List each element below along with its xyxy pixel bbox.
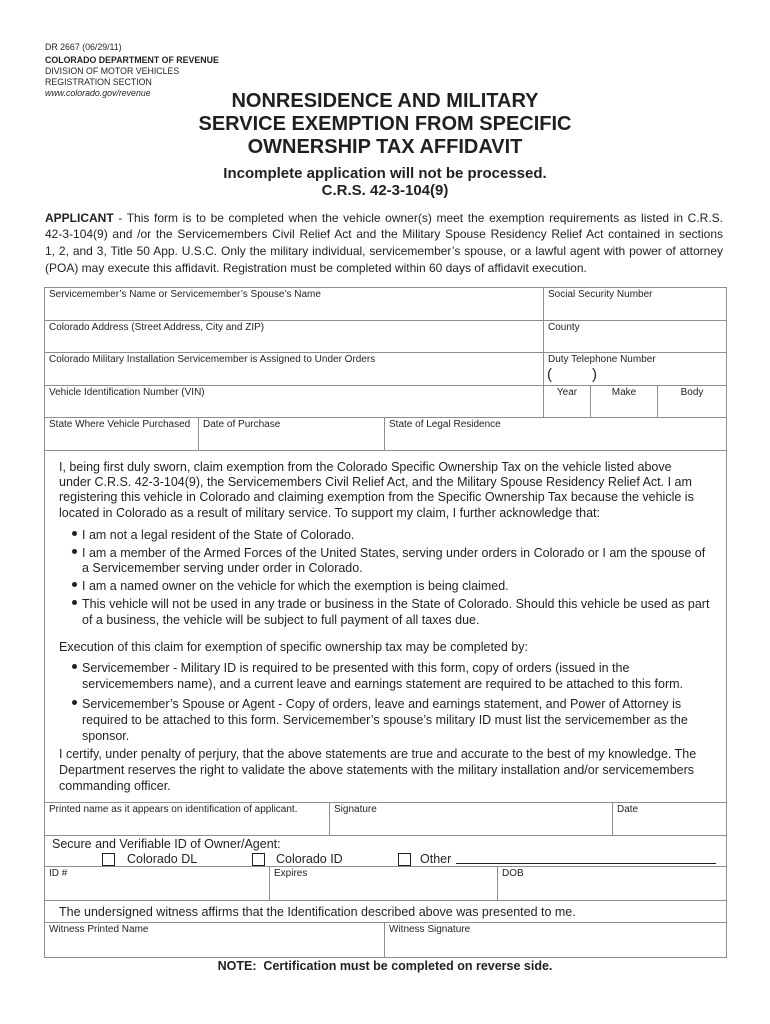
- applicant-line-3: 1, 2, and 3, Title 50 App. U.S.C. Only the military individual, servicemember’s spouse, or a lawful agent with power of attorney: [45, 244, 723, 258]
- purchase-date-field[interactable]: [198, 417, 385, 451]
- certification-line: Department reserves the right to validate the above statements with the military installation and/or servicemembers: [59, 763, 695, 777]
- state-purchased-field[interactable]: [44, 417, 199, 451]
- witness-signature-label: Witness Signature: [389, 924, 471, 935]
- witness-printed-name-label: Witness Printed Name: [49, 924, 149, 935]
- purchase-date-label: Date of Purchase: [203, 419, 281, 430]
- statement-intro-line: I, being first duly sworn, claim exemption from the Colorado Specific Ownership Tax on the vehicle listed above: [59, 460, 672, 474]
- title-line-3: OWNERSHIP TAX AFFIDAVIT: [247, 136, 523, 158]
- id-type-heading: Secure and Verifiable ID of Owner/Agent:: [52, 837, 281, 851]
- bullet-point: [72, 664, 77, 669]
- acknowledgement-item: I am a named owner on the vehicle for which the exemption is being claimed.: [82, 579, 509, 593]
- applicant-date-label: Date: [617, 804, 639, 815]
- bullet-point: [72, 600, 77, 605]
- applicant-signature-field[interactable]: [329, 802, 613, 836]
- ssn-label: Social Security Number: [548, 289, 653, 300]
- servicemember-name-field[interactable]: [44, 287, 544, 321]
- applicant-line-1-text: - This form is to be completed when the vehicle owner(s) meet the exemption requirements as listed in C.R.S.: [118, 211, 723, 225]
- acknowledgement-item: I am not a legal resident of the State of Colorado.: [82, 528, 355, 542]
- body-field[interactable]: [657, 385, 727, 418]
- bullet-point: [72, 531, 77, 536]
- applicant-printed-name-label: Printed name as it appears on identification of applicant.: [49, 804, 298, 815]
- colorado-id-label: Colorado ID: [276, 852, 343, 866]
- reverse-side-note: NOTE: Certification must be completed on reverse side.: [217, 959, 553, 973]
- colorado-address-field[interactable]: [44, 320, 544, 353]
- bullet-point: [72, 700, 77, 705]
- id-expires-field[interactable]: [269, 866, 498, 901]
- other-id-input[interactable]: [456, 863, 716, 864]
- colorado-dl-label: Colorado DL: [127, 852, 198, 866]
- county-field[interactable]: [543, 320, 727, 353]
- statement-intro-line: under C.R.S. 42-3-104(9), the Servicemembers Civil Relief Act, and the Military Spouse Residency Relief Act. I am: [59, 475, 692, 489]
- execution-option: Servicemember - Military ID is required to be presented with this form, copy of orders (issued in the: [82, 661, 630, 675]
- division-name: DIVISION OF MOTOR VEHICLES: [45, 66, 180, 76]
- title-line-1: NONRESIDENCE AND MILITARY: [231, 90, 539, 112]
- sworn-statement-box: [44, 450, 727, 803]
- acknowledgement-item-continued: of a business, the vehicle will be subject to full payment of all taxes due.: [82, 613, 480, 627]
- make-field[interactable]: [590, 385, 658, 418]
- colorado-dl-checkbox[interactable]: [102, 853, 115, 866]
- duty-telephone-field[interactable]: [543, 352, 727, 386]
- other-id-checkbox[interactable]: [398, 853, 411, 866]
- statement-intro-line: registering this vehicle in Colorado and claiming exemption from the Specific Ownership Tax because the vehicle is: [59, 490, 694, 504]
- id-number-label: ID #: [49, 868, 68, 879]
- colorado-address-label: Colorado Address (Street Address, City and ZIP): [49, 322, 265, 333]
- id-number-field[interactable]: [44, 866, 270, 901]
- execution-option-continued: sponsor.: [82, 729, 130, 743]
- statement-intro-line: located in Colorado as a result of military service. To support my claim, I further acknowledge that:: [59, 506, 600, 520]
- legal-residence-label: State of Legal Residence: [389, 419, 501, 430]
- ssn-field[interactable]: [543, 287, 727, 321]
- colorado-id-checkbox[interactable]: [252, 853, 265, 866]
- certification-line: I certify, under penalty of perjury, that the above statements are true and accurate to the best of my knowledge. The: [59, 747, 697, 761]
- county-label: County: [548, 322, 580, 333]
- certification-line: commanding officer.: [59, 779, 171, 793]
- make-label: Make: [611, 387, 637, 398]
- form-number: DR 2667 (06/29/11): [45, 42, 122, 52]
- id-expires-label: Expires: [274, 868, 308, 879]
- servicemember-name-label: Servicemember’s Name or Servicemember’s Spouse’s Name: [49, 289, 321, 300]
- area-code-open-paren: (: [547, 366, 552, 383]
- witness-affirmation-box: [44, 900, 727, 923]
- applicant-printed-name-field[interactable]: [44, 802, 330, 836]
- legal-residence-field[interactable]: [384, 417, 727, 451]
- dob-label: DOB: [502, 868, 524, 879]
- execution-option: Servicemember’s Spouse or Agent - Copy of orders, leave and earnings statement, and Power of Attorney is: [82, 697, 682, 711]
- execution-heading: Execution of this claim for exemption of specific ownership tax may be completed by:: [59, 640, 528, 654]
- applicant-signature-label: Signature: [334, 804, 377, 815]
- website-url: www.colorado.gov/revenue: [45, 88, 151, 98]
- department-name: COLORADO DEPARTMENT OF REVENUE: [45, 55, 219, 65]
- witness-signature-field[interactable]: [384, 922, 727, 958]
- dob-field[interactable]: [497, 866, 727, 901]
- witness-printed-name-field[interactable]: [44, 922, 385, 958]
- state-purchased-label: State Where Vehicle Purchased: [49, 419, 191, 430]
- acknowledgement-item-continued: a Servicemember serving under order in Colorado.: [82, 561, 363, 575]
- other-id-label: Other: [420, 852, 452, 866]
- applicant-label: APPLICANT: [45, 211, 114, 225]
- applicant-date-field[interactable]: [612, 802, 727, 836]
- witness-affirmation-text: The undersigned witness affirms that the Identification described above was presented to me.: [59, 905, 576, 919]
- military-installation-field[interactable]: [44, 352, 544, 386]
- body-label: Body: [680, 387, 704, 398]
- year-label: Year: [556, 387, 578, 398]
- id-type-box: [44, 835, 727, 867]
- vin-label: Vehicle Identification Number (VIN): [49, 387, 205, 398]
- acknowledgement-item: I am a member of the Armed Forces of the United States, serving under orders in Colorado or I am the spouse of: [82, 546, 706, 560]
- section-name: REGISTRATION SECTION: [45, 77, 152, 87]
- incomplete-warning: Incomplete application will not be processed.: [223, 165, 547, 182]
- execution-option-continued: servicemembers name), and a current leave and earnings statement are required to be attached to this form.: [82, 677, 684, 691]
- applicant-line-2: 42-3-104(9) and /or the Servicemembers Civil Relief Act and the Military Spouse Residency Relief Act contained in sections: [45, 227, 723, 241]
- execution-option-continued: required to be attached to this form. Servicemember’s spouse’s military ID must list the servicemember as the: [82, 713, 688, 727]
- area-code-close-paren: ): [592, 366, 597, 383]
- applicant-line-1: [45, 210, 723, 227]
- statute-reference: C.R.S. 42-3-104(9): [321, 182, 449, 199]
- duty-telephone-label: Duty Telephone Number: [548, 354, 656, 365]
- bullet-point: [72, 549, 77, 554]
- military-installation-label: Colorado Military Installation Servicemember is Assigned to Under Orders: [49, 354, 376, 365]
- vin-field[interactable]: [44, 385, 544, 418]
- bullet-point: [72, 582, 77, 587]
- year-field[interactable]: [543, 385, 591, 418]
- title-line-2: SERVICE EXEMPTION FROM SPECIFIC: [198, 113, 572, 135]
- applicant-line-4: (POA) may execute this affidavit. Registration must be completed within 60 days of affidavit execution.: [45, 261, 587, 275]
- acknowledgement-item: This vehicle will not be used in any trade or business in the State of Colorado. Should this vehicle be used as part: [82, 597, 710, 611]
